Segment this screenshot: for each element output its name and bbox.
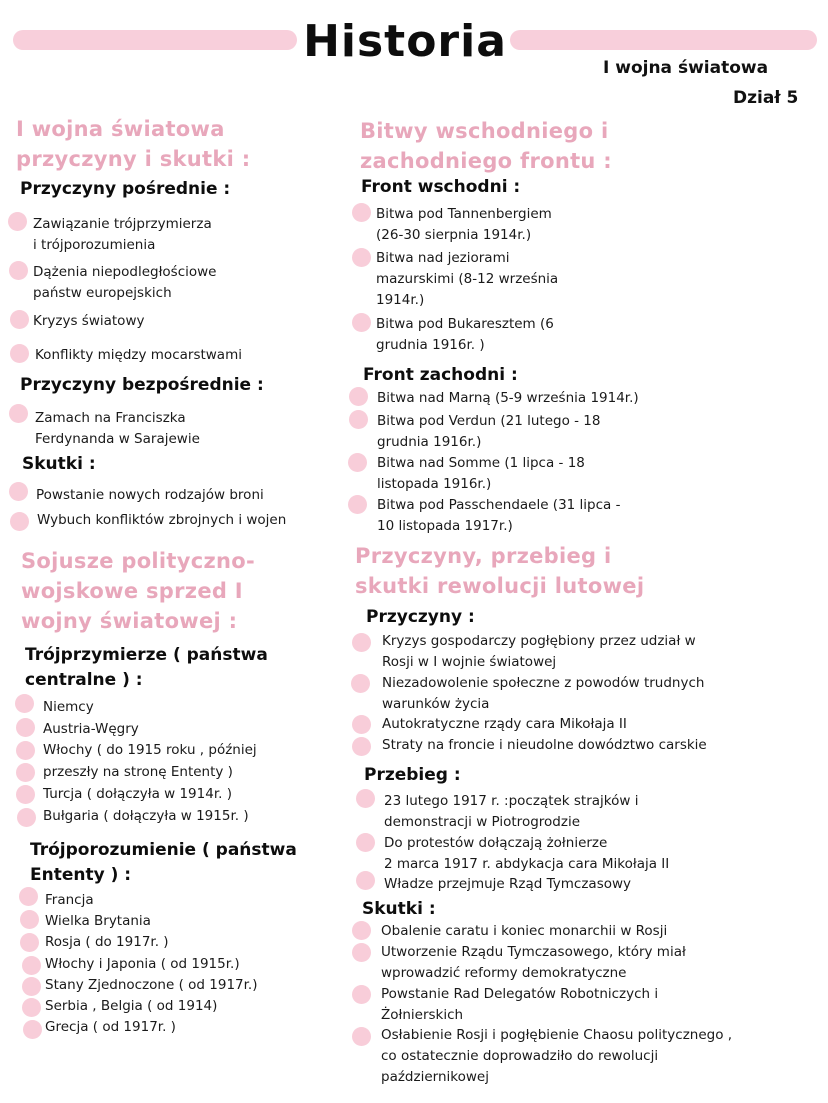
bullet-dot-icon <box>356 833 375 852</box>
subheading-revolution-causes: Przyczyny : <box>366 607 475 627</box>
list-item: Do protestów dołączają żołnierze 2 marca 1917 r. abdykacja cara Mikołaja II <box>384 835 670 872</box>
bullet-dot-icon <box>8 212 27 231</box>
subheading-revolution-course: Przebieg : <box>364 765 461 785</box>
bullet-dot-icon <box>22 956 41 975</box>
list-item: Autokratyczne rządy cara Mikołaja II <box>382 716 627 732</box>
list-item: Bitwa nad Marną (5-9 września 1914r.) <box>377 390 639 406</box>
list-item: Włochy ( do 1915 roku , później <box>43 742 257 758</box>
bullet-dot-icon <box>352 203 371 222</box>
section-title-battles: Bitwy wschodniego i zachodniego frontu : <box>360 119 612 173</box>
bullet-dot-icon <box>17 808 36 827</box>
bullet-dot-icon <box>10 344 29 363</box>
list-item: Powstanie nowych rodzajów broni <box>36 487 264 503</box>
bullet-dot-icon <box>16 741 35 760</box>
topic-subtitle: I wojna światowa <box>603 58 769 78</box>
bullet-dot-icon <box>352 1027 371 1046</box>
list-item: Utworzenie Rządu Tymczasowego, który miał wprowadzić reformy demokratyczne <box>381 944 686 981</box>
bullet-dot-icon <box>352 313 371 332</box>
list-item: Konflikty między mocarstwami <box>35 347 242 363</box>
bullet-dot-icon <box>22 998 41 1017</box>
bullet-dot-icon <box>352 985 371 1004</box>
bullet-dot-icon <box>15 694 34 713</box>
subheading-direct-causes: Przyczyny bezpośrednie : <box>20 375 264 395</box>
list-item: Bitwa pod Bukaresztem (6 grudnia 1916r. ) <box>376 316 554 353</box>
list-item: Włochy i Japonia ( od 1915r.) <box>45 956 240 972</box>
section-title-causes-effects: I wojna światowa przyczyny i skutki : <box>16 117 251 171</box>
subheading-triple-entente: Trójporozumienie ( państwa Ententy ) : <box>30 840 297 885</box>
subheading-western-front: Front zachodni : <box>363 365 518 385</box>
bullet-dot-icon <box>9 404 28 423</box>
list-item: Zawiązanie trójprzymierza i trójporozumienia <box>33 216 212 253</box>
bullet-dot-icon <box>351 674 370 693</box>
bullet-dot-icon <box>16 718 35 737</box>
right-accent-bar <box>510 30 817 50</box>
list-item: Stany Zjednoczone ( od 1917r.) <box>45 977 258 993</box>
list-item: Bitwa nad Somme (1 lipca - 18 listopada 1916r.) <box>377 455 585 492</box>
list-item: Rosja ( do 1917r. ) <box>45 934 169 950</box>
bullet-dot-icon <box>9 261 28 280</box>
list-item: Turcja ( dołączyła w 1914r. ) <box>43 786 232 802</box>
bullet-dot-icon <box>349 410 368 429</box>
bullet-dot-icon <box>19 887 38 906</box>
list-item: Austria-Węgry <box>43 721 139 737</box>
bullet-dot-icon <box>352 633 371 652</box>
page-title: Historia <box>303 16 507 67</box>
bullet-dot-icon <box>9 482 28 501</box>
list-item: Serbia , Belgia ( od 1914) <box>45 998 218 1014</box>
section-number: Dział 5 <box>733 88 799 108</box>
list-item: Obalenie caratu i koniec monarchii w Rosji <box>381 923 668 939</box>
bullet-dot-icon <box>10 512 29 531</box>
subheading-triple-alliance: Trójprzymierze ( państwa centralne ) : <box>25 645 268 690</box>
bullet-dot-icon <box>20 933 39 952</box>
list-item: Bitwa pod Passchendaele (31 lipca - 10 listopada 1917r.) <box>377 497 621 534</box>
bullet-dot-icon <box>352 737 371 756</box>
subheading-revolution-effects: Skutki : <box>362 899 436 919</box>
bullet-dot-icon <box>16 785 35 804</box>
bullet-dot-icon <box>356 789 375 808</box>
list-item: Straty na froncie i nieudolne dowództwo carskie <box>382 737 707 753</box>
list-item: Zamach na Franciszka Ferdynanda w Sarajewie <box>35 410 200 447</box>
bullet-dot-icon <box>16 763 35 782</box>
bullet-dot-icon <box>352 943 371 962</box>
list-item: Powstanie Rad Delegatów Robotniczych i Żołnierskich <box>381 986 659 1023</box>
list-item: Grecja ( od 1917r. ) <box>45 1019 176 1035</box>
list-item: Francja <box>45 892 94 908</box>
list-item: Kryzys światowy <box>33 313 145 329</box>
bullet-dot-icon <box>352 715 371 734</box>
subheading-effects: Skutki : <box>22 454 96 474</box>
list-item: 23 lutego 1917 r. :początek strajków i demonstracji w Piotrogrodzie <box>384 793 639 830</box>
list-item: Władze przejmuje Rząd Tymczasowy <box>384 876 632 892</box>
list-item: Niezadowolenie społeczne z powodów trudnych warunków życia <box>382 675 705 712</box>
bullet-dot-icon <box>356 871 375 890</box>
list-item: Niemcy <box>43 699 94 715</box>
bullet-dot-icon <box>349 387 368 406</box>
list-item: Wielka Brytania <box>45 913 151 929</box>
section-title-alliances: Sojusze polityczno- wojskowe sprzed I wojny światowej : <box>21 549 256 633</box>
bullet-dot-icon <box>348 495 367 514</box>
list-item: Dążenia niepodległościowe państw europejskich <box>33 264 217 301</box>
list-item: Bułgaria ( dołączyła w 1915r. ) <box>43 808 249 824</box>
bullet-dot-icon <box>10 310 29 329</box>
list-item: przeszły na stronę Ententy ) <box>43 764 233 780</box>
bullet-dot-icon <box>23 1020 42 1039</box>
list-item: Bitwa nad jeziorami mazurskimi (8-12 września 1914r.) <box>376 250 559 308</box>
bullet-dot-icon <box>352 921 371 940</box>
bullet-dot-icon <box>22 977 41 996</box>
list-item: Bitwa pod Verdun (21 lutego - 18 grudnia 1916r.) <box>377 413 601 450</box>
section-title-february-revolution: Przyczyny, przebieg i skutki rewolucji lutowej <box>355 544 645 598</box>
bullet-dot-icon <box>20 910 39 929</box>
subheading-indirect-causes: Przyczyny pośrednie : <box>20 179 231 199</box>
bullet-dot-icon <box>348 453 367 472</box>
list-item: Wybuch konfliktów zbrojnych i wojen <box>37 512 287 528</box>
list-item: Bitwa pod Tannenbergiem (26-30 sierpnia 1914r.) <box>376 206 552 243</box>
list-item: Osłabienie Rosji i pogłębienie Chaosu politycznego , co ostatecznie doprowadziło do rewolucji październikowej <box>381 1027 733 1085</box>
left-accent-bar <box>13 30 297 50</box>
bullet-dot-icon <box>352 248 371 267</box>
subheading-eastern-front: Front wschodni : <box>361 177 521 197</box>
list-item: Kryzys gospodarczy pogłębiony przez udział w Rosji w I wojnie światowej <box>382 633 696 670</box>
